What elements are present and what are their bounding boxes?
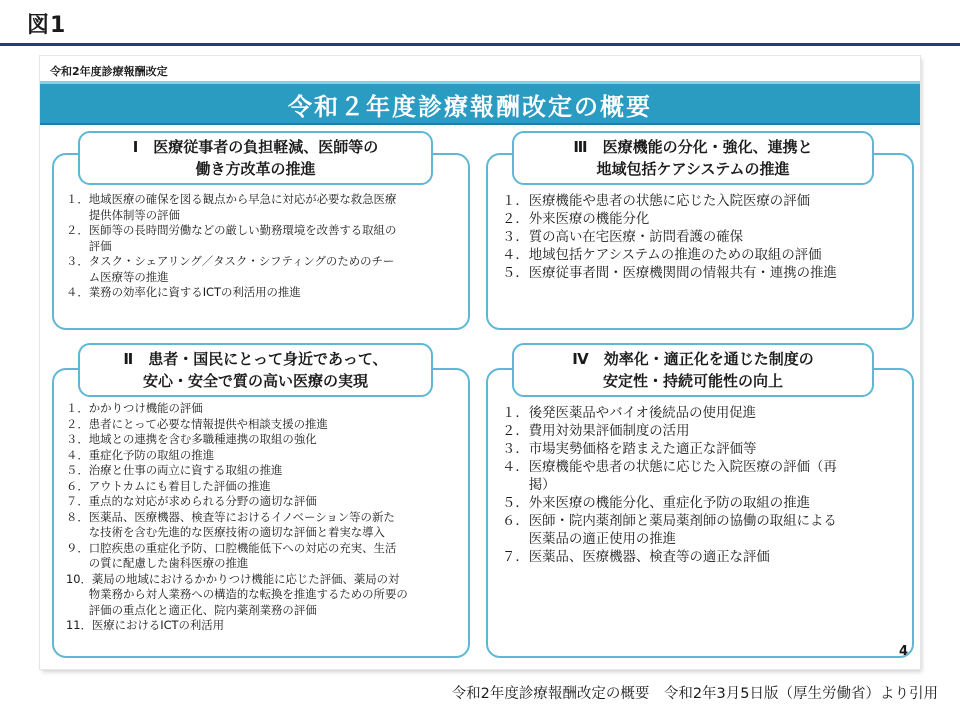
list-item: ２．患者にとって必要な情報提供や相談支援の推進	[66, 416, 328, 431]
list-item: 11．医療におけるICTの利活用	[66, 618, 225, 632]
list-item: の質に配慮した歯科医療の推進	[66, 556, 249, 570]
panel-3-list	[502, 193, 837, 283]
list-item: 評価の重点化と適正化、院内薬剤業務の評価	[66, 602, 317, 617]
list-item: ７．重点的な対応が求められる分野の適切な評価	[66, 494, 317, 508]
list-item: ３．質の高い在宅医療・訪問看護の確保	[502, 230, 744, 245]
list-item: 物業務から対人業務への構造的な転換を推進するための所要の	[66, 587, 408, 601]
panel-1-list	[66, 192, 396, 301]
list-item: な技術を含む先進的な医療技術の適切な評価と着実な導入	[66, 525, 385, 539]
panel-4-heading-line: Ⅳ 効率化・適正化を通じた制度の	[572, 350, 814, 368]
list-item: ４．医療機能や患者の状態に応じた入院医療の評価（再	[502, 460, 837, 475]
panel-4-list	[502, 405, 837, 567]
list-item: 10．薬局の地域におけるかかりつけ機能に応じた評価、薬局の対	[66, 571, 400, 586]
list-item: 提供体制等の評価	[66, 207, 180, 222]
list-item: ６．医師・院内薬剤師と薬局薬剤師の協働の取組による	[502, 514, 837, 529]
list-item: ３．地域との連携を含む多職種連携の取組の強化	[66, 432, 317, 446]
list-item: ２．費用対効果評価制度の活用	[502, 424, 690, 439]
panel-2-heading	[78, 343, 433, 397]
list-item: １．地域医療の確保を図る観点から早急に対応が必要な救急医療	[66, 192, 397, 206]
list-item: ８．医薬品、医療機器、検査等におけるイノベーション等の新た	[66, 509, 395, 524]
list-item: ５．外来医療の機能分化、重症化予防の取組の推進	[502, 496, 810, 511]
panel-3-heading-line: 地域包括ケアシステムの推進	[596, 160, 790, 178]
list-item: ム医療等の推進	[66, 269, 169, 284]
slide-corner-label: 令和2年度診療報酬改定	[50, 65, 168, 78]
list-item: ６．アウトカムにも着目した評価の推進	[66, 478, 271, 493]
list-item: ２．医師等の長時間労働などの厳しい勤務環境を改善する取組の	[66, 223, 397, 237]
panel-2-heading-line: Ⅱ 患者・国民にとって身近であって、	[123, 350, 388, 368]
list-item: 掲）	[502, 478, 556, 493]
panel-4-heading-line: 安定性・持続可能性の向上	[602, 372, 783, 390]
slide-title: 令和２年度診療報酬改定の概要	[288, 93, 652, 121]
list-item: ９．口腔疾患の重症化予防、口腔機能低下への対応の充実、生活	[66, 540, 397, 555]
slide	[40, 56, 920, 669]
list-item: ５．医療従事者間・医療機関間の情報共有・連携の推進	[502, 266, 837, 281]
panel-3-heading-line: Ⅲ 医療機能の分化・強化、連携と	[573, 138, 813, 156]
panel-2-heading-line: 安心・安全で質の高い医療の実現	[142, 372, 368, 390]
panel-3-heading	[512, 131, 874, 185]
list-item: １．後発医薬品やバイオ後続品の使用促進	[502, 406, 757, 421]
panel-1-heading-line: 働き方改革の推進	[195, 160, 316, 178]
list-item: ４．重症化予防の取組の推進	[66, 447, 215, 462]
panel-1-heading-line: Ⅰ 医療従事者の負担軽減、医師等の	[132, 138, 379, 156]
header-rule	[0, 43, 960, 46]
list-item: ７．医薬品、医療機器、検査等の適正な評価	[502, 550, 770, 565]
list-item: ３．タスク・シェアリング／タスク・シフティングのためのチー	[66, 254, 395, 268]
panel-1-heading	[78, 131, 433, 185]
list-item: 評価	[66, 238, 112, 253]
list-item: ５．治療と仕事の両立に資する取組の推進	[66, 463, 283, 477]
list-item: ２．外来医療の機能分化	[502, 212, 650, 227]
list-item: ３．市場実勢価格を踏まえた適正な評価等	[502, 442, 757, 457]
list-item: １．かかりつけ機能の評価	[66, 401, 203, 415]
list-item: １．医療機能や患者の状態に応じた入院医療の評価	[502, 194, 810, 209]
list-item: ４．業務の効率化に資するICTの利活用の推進	[66, 285, 301, 299]
title-banner	[40, 81, 920, 125]
panel-2-list	[66, 401, 408, 634]
source-citation: 令和2年度診療報酬改定の概要 令和2年3月5日版（厚生労働省）より引用	[451, 686, 938, 702]
page-number: 4	[898, 644, 908, 659]
list-item: 医薬品の適正使用の推進	[502, 532, 677, 547]
figure-label: 図1	[27, 13, 67, 38]
panel-4-heading	[512, 343, 874, 397]
list-item: ４．地域包括ケアシステムの推進のための取組の評価	[502, 248, 822, 263]
